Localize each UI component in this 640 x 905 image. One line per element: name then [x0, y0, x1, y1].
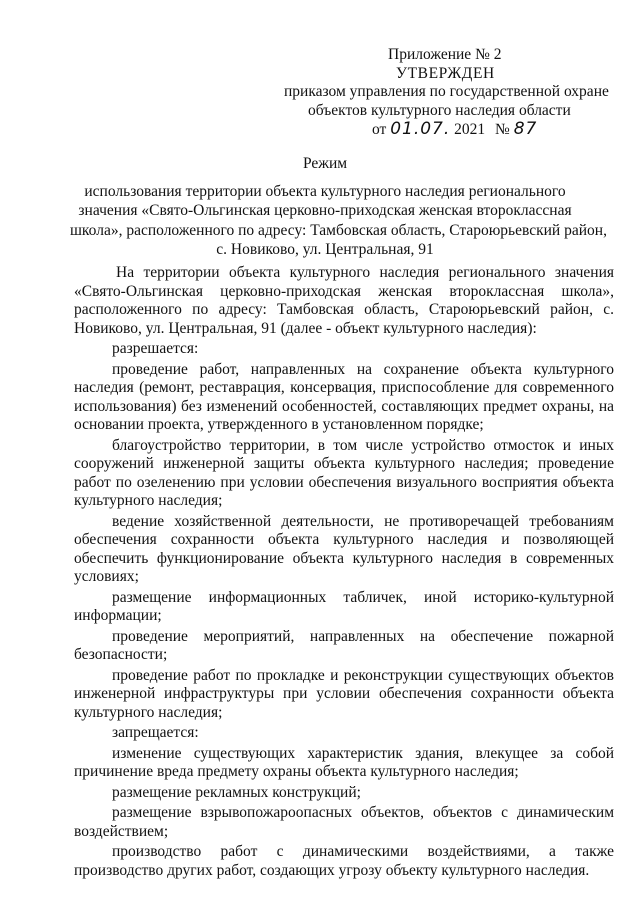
- appendix-number: Приложение № 2: [388, 46, 502, 63]
- order-date-row: [270, 120, 600, 140]
- document-body: [74, 264, 614, 882]
- allowed-item: проведение мероприятий, направленных на обеспечение пожарной безопасности;: [74, 627, 614, 663]
- order-authority: приказом управления по государственной охране: [284, 83, 609, 100]
- title-mode: Режим: [302, 155, 348, 172]
- title-line: использования территории объекта культурного наследия регионального: [84, 182, 566, 200]
- order-year: 2021: [454, 121, 486, 138]
- title-line: значения «Свято-Ольгинская церковно-приходская женская второклассная: [78, 202, 572, 219]
- forbidden-label: запрещается:: [112, 724, 199, 741]
- forbidden-item: размещение рекламных конструкций;: [112, 783, 361, 801]
- forbidden-item: размещение взрывопожароопасных объектов, объектов с динамическим воздействием;: [74, 804, 614, 840]
- document-title: [70, 154, 607, 260]
- order-authority-continued: объектов культурного наследия области: [308, 101, 571, 119]
- allowed-item: ведение хозяйственной деятельности, не противоречащей требованиям обеспечения сохранности объекта культурного наследия и позволяющей обеспечить функционирование объекта культурного наследия в современных условиях;: [74, 512, 614, 585]
- allowed-label: разрешается:: [112, 340, 199, 357]
- date-prefix: от: [372, 121, 387, 138]
- forbidden-item: изменение существующих характеристик здания, влекущее за собой причинение вреда предмету охраны объекта культурного наследия;: [74, 744, 614, 780]
- handwritten-order-number: 87: [513, 119, 538, 139]
- allowed-item: размещение информационных табличек, иной историко-культурной информации;: [74, 588, 614, 624]
- forbidden-item: производство работ с динамическими воздействиями, а также производство других работ, создающих угрозу объекту культурного наследия.: [74, 843, 614, 879]
- allowed-item: проведение работ, направленных на сохранение объекта культурного наследия (ремонт, реставрация, консервация, приспособление для современного использования) без изменений особенностей, составляющих предмет охраны, на основании проекта, утвержденного в установленном порядке;: [74, 360, 614, 433]
- title-line: с. Новиково, ул. Центральная, 91: [216, 241, 434, 258]
- approved-stamp-text: УТВЕРЖДЕН: [396, 64, 495, 82]
- number-prefix: №: [495, 121, 510, 138]
- handwritten-date: 01.07.: [390, 119, 451, 139]
- title-line: школа», расположенного по адресу: Тамбовская область, Староюрьевский район,: [70, 221, 607, 239]
- allowed-item: благоустройство территории, в том числе устройство отмосток и иных сооружений инженерной защиты объекта культурного наследия; проведение работ по озеленению при условии обеспечения визуального восприятия объекта культурного наследия;: [74, 436, 614, 509]
- allowed-item: проведение работ по прокладке и реконструкции существующих объектов инженерной инфраструктуры при условии обеспечения сохранности объекта культурного наследия;: [74, 666, 614, 721]
- approval-block: [270, 46, 609, 140]
- intro-paragraph: На территории объекта культурного наследия регионального значения «Свято-Ольгинская церковно-приходская женская второклассная школа», расположенного по адресу: Тамбовская область, Староюрьевский район, с. Новиково, ул. Центральная, 91 (далее - объект культурного наследия):: [74, 264, 614, 337]
